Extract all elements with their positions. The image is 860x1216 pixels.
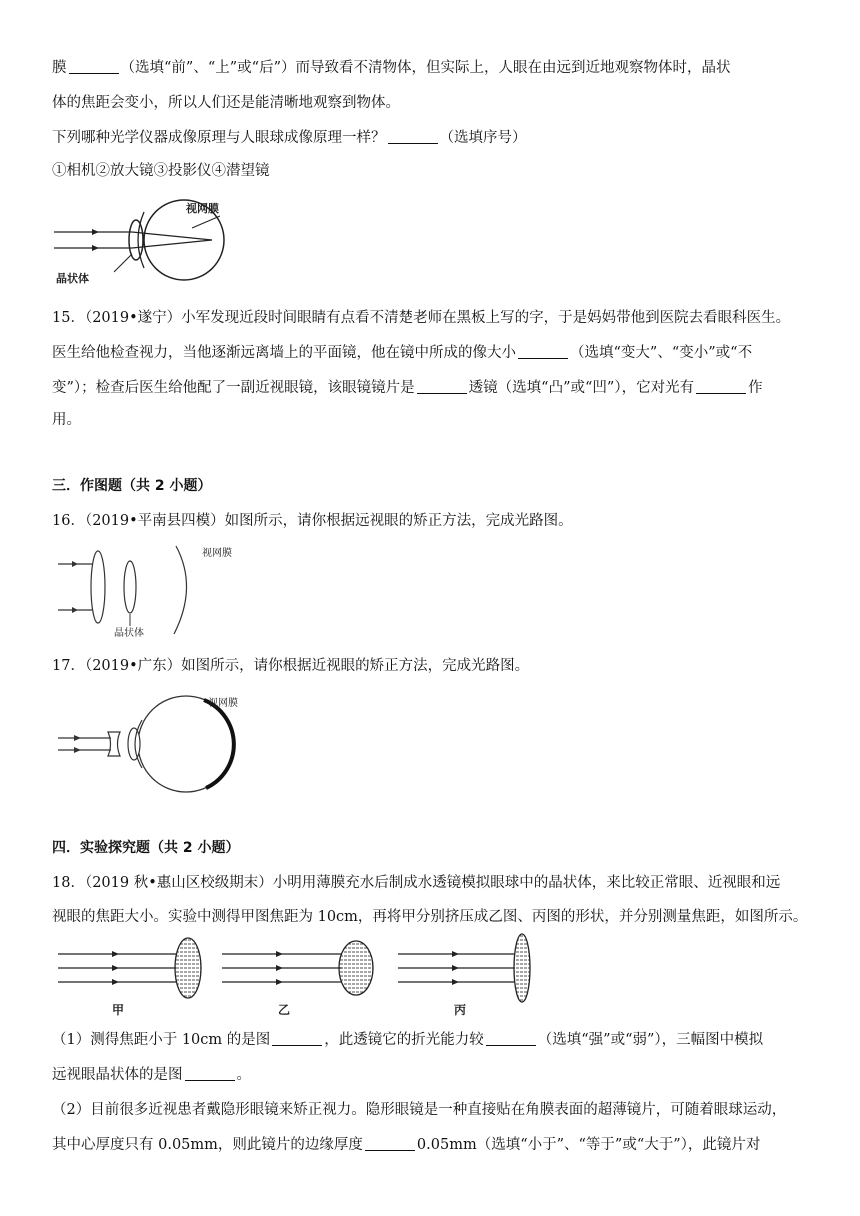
q18-text: （1）测得焦距小于 10cm 的是图 <box>52 1032 271 1048</box>
crystalline-lens <box>128 728 140 760</box>
arrow-icon <box>452 951 459 985</box>
arrow-icon <box>112 951 119 985</box>
q18-part2-line1: （2）目前很多近视患者戴隐形眼镜来矫正视力。隐形眼镜是一种直接贴在角膜表面的超薄镜片，可随着眼球运动， <box>52 1102 787 1118</box>
answer-blank[interactable] <box>486 1031 536 1046</box>
arrow-icon <box>72 561 78 567</box>
q16-text: 16．（2019•平南县四模）如图所示，请你根据远视眼的矫正方法，完成光路图。 <box>52 513 573 529</box>
q18-text: 。 <box>236 1067 251 1083</box>
q14-text: 下列哪种光学仪器成像原理与人眼球成像原理一样？ <box>52 130 386 146</box>
answer-blank[interactable] <box>696 379 746 394</box>
water-lens-diagram <box>56 930 556 1020</box>
q14-line2: 体的焦距会变小，所以人们还是能清晰地观察到物体。 <box>52 95 400 111</box>
corrective-lens <box>91 551 105 623</box>
q15-text: 透镜（选填“凸”或“凹”），它对光有 <box>468 380 695 396</box>
q18-text: 其中心厚度只有 0.05mm，则此镜片的边缘厚度 <box>52 1137 363 1153</box>
retina-curve <box>174 546 187 634</box>
q18-text: （选填“强”或“弱”），三幅图中模拟 <box>537 1032 764 1048</box>
q14-text: （选填序号） <box>439 130 527 146</box>
answer-blank[interactable] <box>518 344 568 359</box>
q14-line1 <box>52 58 730 78</box>
retina-curve <box>204 700 234 788</box>
q15-line2 <box>52 343 752 363</box>
answer-blank[interactable] <box>185 1066 235 1081</box>
arrow-icon <box>74 747 81 753</box>
lens-yi <box>222 941 373 1017</box>
q17-text: 17．（2019•广东）如图所示，请你根据近视眼的矫正方法，完成光路图。 <box>52 658 530 674</box>
section-4-heading: 四．实验探究题（共 2 小题） <box>52 840 240 856</box>
q18-part1-line1 <box>52 1030 763 1050</box>
q14-options: ①相机②放大镜③投影仪④潜望镜 <box>52 163 270 179</box>
q15-line3 <box>52 378 763 398</box>
retina-label: 视网膜 <box>186 202 219 215</box>
crystalline-lens <box>129 220 143 260</box>
q18-part1-line2 <box>52 1065 251 1085</box>
leader-line <box>192 216 220 228</box>
q15-line1: 15．（2019•遂宁）小军发现近段时间眼睛有点看不清楚老师在黑板上写的字，于是妈妈带他到医院去看眼科医生。 <box>52 310 791 326</box>
eye-diagram-q16 <box>56 544 232 640</box>
section-3-heading: 三．作图题（共 2 小题） <box>52 478 212 494</box>
lens-label: 晶状体 <box>114 628 144 639</box>
q18-line2: 视眼的焦距大小。实验中测得甲图焦距为 10cm，再将甲分别挤压成乙图、丙图的形状，并分别测量焦距，如图所示。 <box>52 909 808 925</box>
fig-label-yi: 乙 <box>278 1003 291 1017</box>
q15-text: 医生给他检查视力，当他逐渐远离墙上的平面镜，他在镜中所成的像大小 <box>52 345 516 361</box>
answer-blank[interactable] <box>69 59 119 74</box>
q18-text: ，此透镜它的折光能力较 <box>324 1032 484 1048</box>
crystalline-lens <box>124 561 136 613</box>
q18-line1: 18．（2019 秋•惠山区校级期末）小明用薄膜充水后制成水透镜模拟眼球中的晶状体，来比较正常眼、近视眼和远 <box>52 875 781 891</box>
q14-line3 <box>52 128 527 148</box>
answer-blank[interactable] <box>272 1031 322 1046</box>
lens-bing <box>398 934 530 1017</box>
answer-blank[interactable] <box>365 1136 415 1151</box>
eye-diagram-q14 <box>52 196 262 288</box>
q15-text: 作 <box>748 380 763 396</box>
arrow-icon <box>92 245 99 251</box>
lens-label: 晶状体 <box>56 272 89 285</box>
fig-label-bing: 丙 <box>454 1003 467 1017</box>
arrow-icon <box>72 607 78 613</box>
q15-text: 变”）；检查后医生给他配了一副近视眼镜，该眼镜镜片是 <box>52 380 415 396</box>
q18-part2-line2 <box>52 1135 760 1155</box>
q14-text: 膜 <box>52 60 67 76</box>
arrow-icon <box>276 951 283 985</box>
q14-text: （选填“前”、“上”或“后”）而导致看不清物体，但实际上，人眼在由远到近地观察物体时，晶状 <box>120 60 731 76</box>
leader-line <box>114 254 132 272</box>
eye-diagram-q17 <box>56 692 276 794</box>
arrow-icon <box>92 229 99 235</box>
answer-blank[interactable] <box>388 129 438 144</box>
q15-line4: 用。 <box>52 412 81 428</box>
q15-text: （选填“变大”、“变小”或“不 <box>570 345 753 361</box>
retina-label: 视网膜 <box>202 548 232 559</box>
answer-blank[interactable] <box>417 379 467 394</box>
arrow-icon <box>74 735 81 741</box>
concave-lens <box>108 732 120 756</box>
lens-jia <box>58 938 201 1017</box>
fig-label-jia: 甲 <box>112 1003 125 1017</box>
q18-text: 0.05mm（选填“小于”、“等于”或“大于”），此镜片对 <box>416 1137 761 1153</box>
retina-label: 视网膜 <box>208 698 238 709</box>
q18-text: 远视眼晶状体的是图 <box>52 1067 183 1083</box>
